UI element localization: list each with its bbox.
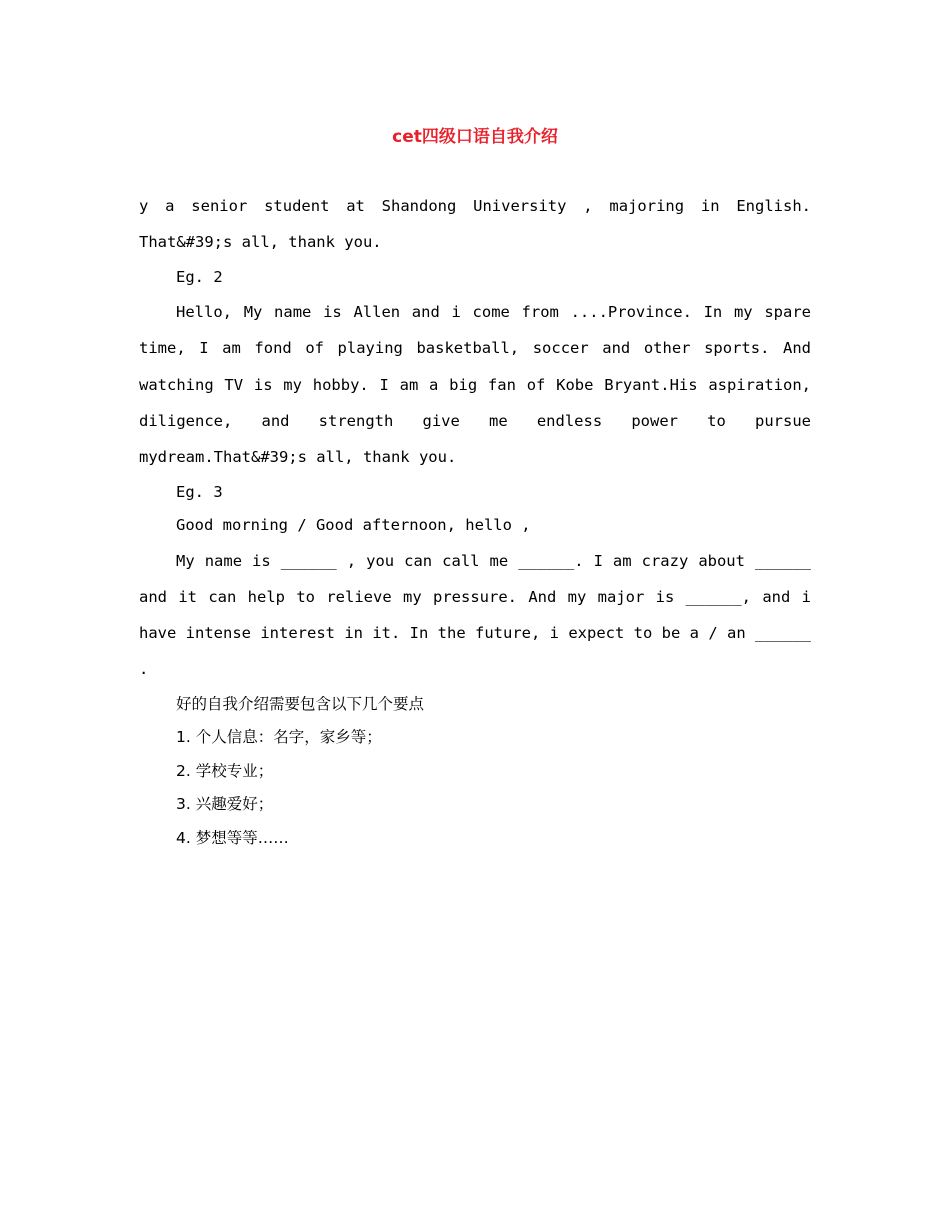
list-item: 3. 兴趣爱好；	[176, 795, 274, 814]
paragraph-eg3-template: My name is ______ , you can call me ______. I am crazy about ______ and it can help to relieve my pressure. And my major is ______, and i have intense interest in it. In the future, i expect to be a / an ______ .	[139, 551, 811, 679]
document-title: cet四级口语自我介绍	[392, 127, 558, 147]
example-3-label: Eg. 3	[176, 482, 223, 501]
list-item: 1. 个人信息：名字，家乡等；	[176, 728, 382, 747]
list-item: 2. 学校专业；	[176, 761, 274, 780]
summary-heading: 好的自我介绍需要包含以下几个要点	[176, 694, 425, 713]
example-2-label: Eg. 2	[176, 267, 223, 286]
paragraph-eg1-ending: y a senior student at Shandong University , majoring in English. That&#39;s all, thank you.	[139, 197, 811, 252]
paragraph-eg2: Hello, My name is Allen and i come from ....Province. In my spare time, I am fond of playing basketball, soccer and other sports. And watching TV is my hobby. I am a big fan of Kobe Bryant.His aspiration, diligence, and strength give me endless power to pursue mydream.That&#39;s all, thank you.	[139, 303, 811, 467]
document-body	[139, 188, 811, 855]
list-item: 4. 梦想等等……	[176, 828, 289, 847]
paragraph-eg3-greeting: Good morning / Good afternoon, hello ,	[176, 516, 531, 535]
